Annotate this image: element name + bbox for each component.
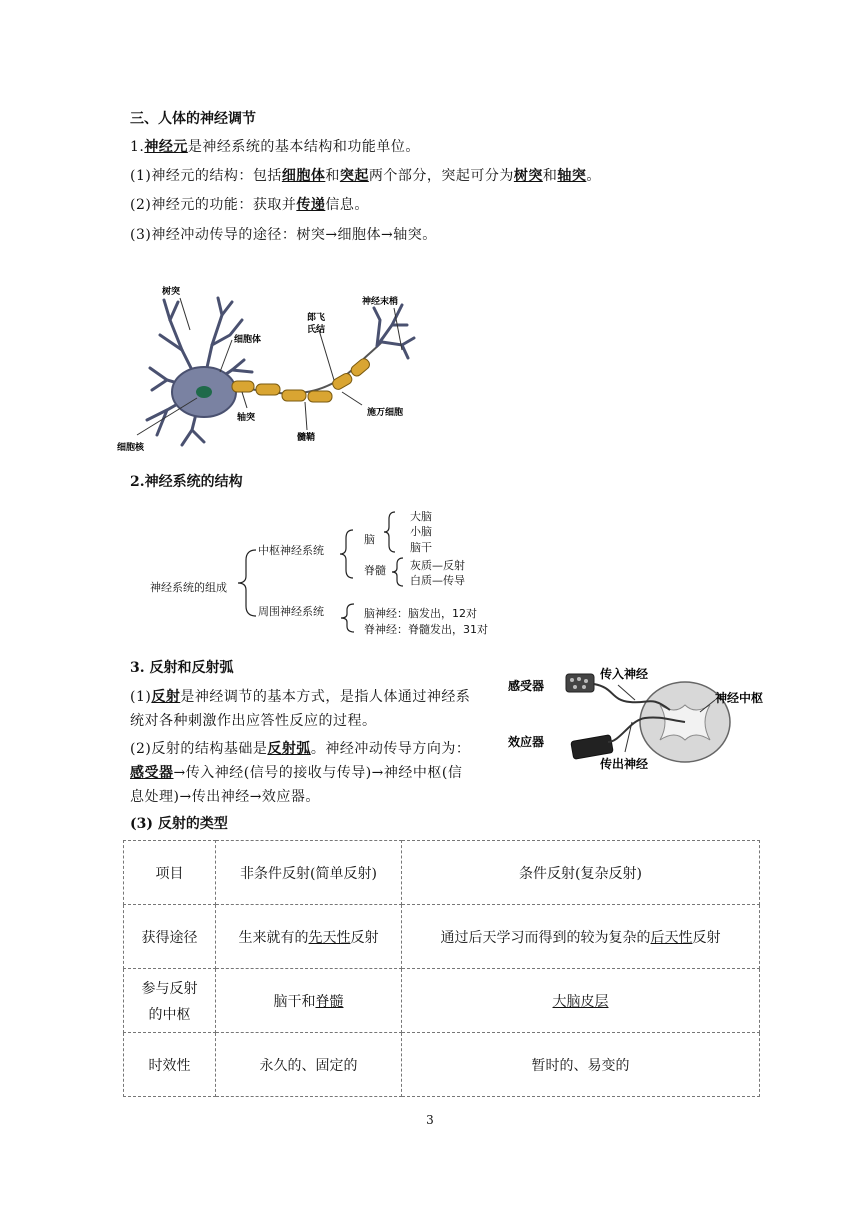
term-cortex: 大脑皮层 <box>552 993 609 1010</box>
term-innate: 先天性 <box>308 929 351 946</box>
label-center: 神经中枢 <box>715 691 764 705</box>
reflex-arc-diagram <box>500 660 790 775</box>
tree-white: 白质—传导 <box>410 574 465 587</box>
text: 和 <box>325 168 340 184</box>
paragraph-1-1 <box>130 165 601 185</box>
term-cell-body: 细胞体 <box>281 168 326 184</box>
table-cell <box>402 969 760 1033</box>
label-nucleus: 细胞核 <box>117 443 145 453</box>
text: (1)神经元的结构：包括 <box>130 168 282 184</box>
tree-cerebrum: 大脑 <box>410 510 432 523</box>
label-effector: 效应器 <box>508 735 545 749</box>
table-cell <box>216 905 402 969</box>
label-schwann: 施万细胞 <box>367 408 404 418</box>
table-row <box>124 841 760 905</box>
brace-brain <box>383 510 397 554</box>
label-receptor: 感受器 <box>508 679 545 693</box>
table-header-item: 项目 <box>124 841 216 905</box>
table-cell: 获得途径 <box>124 905 216 969</box>
term-reflex: 反射 <box>151 689 181 705</box>
brace-central <box>339 528 355 580</box>
p1-term: 神经元 <box>144 139 188 155</box>
paragraph-1-2 <box>130 194 369 214</box>
label-ranvier-2: 氏结 <box>307 325 326 335</box>
label-axon: 轴突 <box>237 413 256 423</box>
tree-brainstem: 脑干 <box>410 541 432 554</box>
reflex-types-title: (3) 反射的类型 <box>130 816 228 832</box>
tree-central: 中枢神经系统 <box>258 544 324 557</box>
term-acquired: 后天性 <box>650 929 693 946</box>
s3-paragraph-2b <box>130 762 462 782</box>
p1-num: 1. <box>130 139 145 155</box>
text: 通过后天学习而得到的较为复杂的 <box>440 929 651 946</box>
tree-gray: 灰质—反射 <box>410 559 465 572</box>
term-dendrite: 树突 <box>513 168 543 184</box>
table-header-conditioned: 条件反射(复杂反射) <box>402 841 760 905</box>
text: (1) <box>130 689 152 705</box>
tree-spinal-nerve: 脊神经：脊髓发出，31对 <box>364 623 488 636</box>
term-transmit: 传递 <box>296 197 326 213</box>
table-cell <box>216 969 402 1033</box>
paragraph-1 <box>130 136 420 156</box>
s3-paragraph-2c: 息处理)→传出神经→效应器。 <box>130 789 320 805</box>
brace-peripheral <box>340 602 356 634</box>
label-cell-body: 细胞体 <box>234 335 262 345</box>
nucleus-shape <box>196 386 212 398</box>
neuron-diagram <box>112 280 422 455</box>
reflex-types-table <box>123 840 760 1097</box>
table-row <box>124 1033 760 1097</box>
table-cell: 暂时的、易变的 <box>402 1033 760 1097</box>
section-title: 三、人体的神经调节 <box>130 111 256 127</box>
text: 的中枢 <box>148 1006 191 1023</box>
paragraph-1-3: (3)神经冲动传导的途径：树突→细胞体→轴突。 <box>130 227 437 243</box>
text: 两个部分，突起可分为 <box>368 168 514 184</box>
label-efferent: 传出神经 <box>600 757 649 771</box>
brace-root <box>236 548 260 618</box>
table-header-unconditioned: 非条件反射(简单反射) <box>216 841 402 905</box>
table-cell: 时效性 <box>124 1033 216 1097</box>
label-dendrite: 树突 <box>162 287 181 297</box>
text: 脑干和 <box>273 993 316 1010</box>
myelin-segments <box>232 357 372 402</box>
text: (2)神经元的功能：获取并 <box>130 197 297 213</box>
receptor-shape <box>566 674 594 692</box>
tree-spinal: 脊髓 <box>364 564 386 577</box>
s3-paragraph-1b: 统对各种刺激作出应答性反应的过程。 <box>130 713 377 729</box>
text: 信息。 <box>325 197 369 213</box>
page-number: 3 <box>426 1113 434 1127</box>
table-cell <box>124 969 216 1033</box>
tree-brain: 脑 <box>364 533 375 546</box>
table-cell <box>402 905 760 969</box>
section-3-title: 3. 反射和反射弧 <box>130 660 234 676</box>
table-row <box>124 969 760 1033</box>
text: →传入神经(信号的接收与传导)→神经中枢(信 <box>173 765 463 781</box>
text: 生来就有的 <box>238 929 309 946</box>
label-afferent: 传入神经 <box>600 667 649 681</box>
s3-paragraph-1a <box>130 686 470 706</box>
text: 。 <box>586 168 601 184</box>
tree-peripheral: 周围神经系统 <box>258 605 324 618</box>
term-process: 突起 <box>339 168 369 184</box>
text: 是神经调节的基本方式，是指人体通过神经系 <box>180 689 471 705</box>
s3-paragraph-2a <box>130 738 470 758</box>
tree-root: 神经系统的组成 <box>150 581 227 594</box>
term-reflex-arc: 反射弧 <box>267 741 311 757</box>
brace-spinal <box>391 556 405 588</box>
p1-rest: 是神经系统的基本结构和功能单位。 <box>187 139 420 155</box>
text: 反射 <box>350 929 379 946</box>
section-2-title: 2.神经系统的结构 <box>130 474 243 490</box>
label-terminal: 神经末梢 <box>362 297 399 307</box>
tree-cranial: 脑神经：脑发出，12对 <box>364 607 477 620</box>
term-spinal-cord: 脊髓 <box>315 993 344 1010</box>
text: 反射 <box>692 929 721 946</box>
text: 。神经冲动传导方向为： <box>310 741 471 757</box>
text: 参与反射 <box>141 980 198 997</box>
effector-shape <box>571 735 614 760</box>
text: (2)反射的结构基础是 <box>130 741 268 757</box>
label-ranvier-1: 郎飞 <box>307 313 326 323</box>
label-myelin: 髓鞘 <box>297 433 316 443</box>
term-axon: 轴突 <box>557 168 587 184</box>
table-row <box>124 905 760 969</box>
table-cell: 永久的、固定的 <box>216 1033 402 1097</box>
term-receptor: 感受器 <box>130 765 174 781</box>
text: 和 <box>542 168 558 184</box>
tree-cerebellum: 小脑 <box>410 525 432 538</box>
